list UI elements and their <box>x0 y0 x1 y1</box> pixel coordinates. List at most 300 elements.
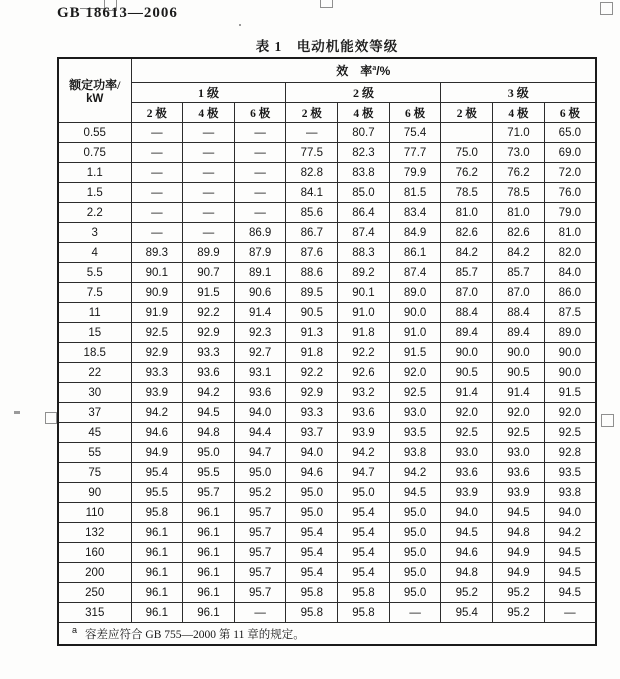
efficiency-cell: 94.5 <box>544 543 596 563</box>
efficiency-cell: 94.8 <box>493 523 545 543</box>
table-row <box>58 443 596 463</box>
efficiency-cell: — <box>183 123 235 143</box>
efficiency-cell: 93.0 <box>389 403 441 423</box>
efficiency-cell: — <box>131 203 183 223</box>
efficiency-cell: 92.0 <box>493 403 545 423</box>
table-row <box>58 583 596 603</box>
power-cell: 15 <box>58 323 131 343</box>
power-cell: 315 <box>58 603 131 623</box>
table-row <box>58 283 596 303</box>
power-cell: 250 <box>58 583 131 603</box>
efficiency-cell: 90.0 <box>544 363 596 383</box>
efficiency-cell: 94.9 <box>493 563 545 583</box>
efficiency-cell: 93.3 <box>286 403 338 423</box>
power-cell: 1.1 <box>58 163 131 183</box>
efficiency-cell: 94.6 <box>131 423 183 443</box>
efficiency-cell: — <box>131 223 183 243</box>
efficiency-cell: 94.5 <box>389 483 441 503</box>
table-row <box>58 303 596 323</box>
efficiency-cell: 95.7 <box>183 483 235 503</box>
efficiency-cell: 95.4 <box>338 563 390 583</box>
efficiency-cell: 91.9 <box>131 303 183 323</box>
efficiency-cell: 96.1 <box>183 523 235 543</box>
efficiency-cell: 88.3 <box>338 243 390 263</box>
power-cell: 3 <box>58 223 131 243</box>
efficiency-cell: 95.2 <box>441 583 493 603</box>
efficiency-cell: 82.6 <box>441 223 493 243</box>
efficiency-cell: 95.0 <box>389 503 441 523</box>
power-cell: 110 <box>58 503 131 523</box>
efficiency-cell: 96.1 <box>183 603 235 623</box>
power-cell: 0.55 <box>58 123 131 143</box>
efficiency-cell: 90.1 <box>338 283 390 303</box>
efficiency-cell: 92.5 <box>131 323 183 343</box>
efficiency-cell: 76.2 <box>493 163 545 183</box>
efficiency-cell: 84.1 <box>286 183 338 203</box>
efficiency-cell: 90.0 <box>389 303 441 323</box>
efficiency-cell: — <box>234 163 286 183</box>
table-row <box>58 163 596 183</box>
power-cell: 7.5 <box>58 283 131 303</box>
efficiency-cell: 95.2 <box>234 483 286 503</box>
efficiency-cell: 86.0 <box>544 283 596 303</box>
efficiency-cell: 91.8 <box>286 343 338 363</box>
efficiency-cell: 92.5 <box>441 423 493 443</box>
efficiency-cell: 86.1 <box>389 243 441 263</box>
efficiency-cell: 94.0 <box>441 503 493 523</box>
efficiency-cell: 88.6 <box>286 263 338 283</box>
grade-2-header: 2 级 <box>286 83 441 103</box>
efficiency-cell: 96.1 <box>131 563 183 583</box>
efficiency-cell: — <box>234 183 286 203</box>
efficiency-cell: 94.5 <box>183 403 235 423</box>
efficiency-cell: 82.0 <box>544 243 596 263</box>
efficiency-cell: 92.5 <box>493 423 545 443</box>
efficiency-cell: 90.9 <box>131 283 183 303</box>
efficiency-cell: 83.8 <box>338 163 390 183</box>
efficiency-cell: 94.2 <box>183 383 235 403</box>
efficiency-cell: — <box>183 163 235 183</box>
efficiency-cell: 95.0 <box>389 563 441 583</box>
efficiency-cell: 95.7 <box>234 523 286 543</box>
table-row <box>58 503 596 523</box>
efficiency-cell: 95.0 <box>234 463 286 483</box>
efficiency-cell: 87.9 <box>234 243 286 263</box>
efficiency-cell: 89.3 <box>131 243 183 263</box>
efficiency-cell: 85.7 <box>441 263 493 283</box>
power-cell: 30 <box>58 383 131 403</box>
efficiency-cell: 96.1 <box>131 543 183 563</box>
efficiency-cell: 94.2 <box>131 403 183 423</box>
pole-header: 2 极 <box>131 103 183 123</box>
efficiency-cell: — <box>389 603 441 623</box>
efficiency-cell: 79.9 <box>389 163 441 183</box>
efficiency-cell: 94.7 <box>234 443 286 463</box>
efficiency-cell: 90.0 <box>493 343 545 363</box>
efficiency-cell: — <box>544 603 596 623</box>
efficiency-cell: 91.0 <box>338 303 390 323</box>
pole-header: 2 极 <box>441 103 493 123</box>
efficiency-cell: 77.7 <box>389 143 441 163</box>
efficiency-cell: 90.5 <box>441 363 493 383</box>
efficiency-cell: 93.3 <box>131 363 183 383</box>
table-header <box>58 58 596 123</box>
efficiency-cell: 82.6 <box>493 223 545 243</box>
efficiency-cell: 95.4 <box>338 503 390 523</box>
efficiency-cell: — <box>183 143 235 163</box>
efficiency-cell: 95.4 <box>338 543 390 563</box>
efficiency-cell: 95.0 <box>183 443 235 463</box>
pole-header: 6 极 <box>234 103 286 123</box>
table-title: 表 1 电动机能效等级 <box>255 39 399 54</box>
efficiency-cell: 95.4 <box>131 463 183 483</box>
efficiency-cell: 93.5 <box>544 463 596 483</box>
table-row <box>58 403 596 423</box>
efficiency-cell: 95.8 <box>338 603 390 623</box>
efficiency-cell: 87.4 <box>338 223 390 243</box>
table-row <box>58 323 596 343</box>
efficiency-cell: 78.5 <box>441 183 493 203</box>
table-footnote <box>58 623 596 646</box>
efficiency-header-cell <box>131 58 596 83</box>
power-label-top: 额定功率/ <box>69 78 121 92</box>
efficiency-cell: 91.4 <box>234 303 286 323</box>
efficiency-cell: 89.1 <box>234 263 286 283</box>
efficiency-cell: 90.0 <box>544 343 596 363</box>
efficiency-cell: 94.5 <box>544 583 596 603</box>
efficiency-cell: 94.7 <box>338 463 390 483</box>
efficiency-label: 效 率 <box>336 64 373 78</box>
efficiency-cell: 93.8 <box>389 443 441 463</box>
efficiency-cell: 89.0 <box>389 283 441 303</box>
efficiency-cell: 90.5 <box>493 363 545 383</box>
efficiency-cell: 94.0 <box>544 503 596 523</box>
efficiency-cell: 87.0 <box>493 283 545 303</box>
table-row <box>58 423 596 443</box>
table-row <box>58 123 596 143</box>
efficiency-cell: 91.3 <box>286 323 338 343</box>
footnote-marker: a <box>72 625 78 636</box>
grade-3-header: 3 级 <box>441 83 596 103</box>
table-row <box>58 143 596 163</box>
efficiency-cell: 89.5 <box>286 283 338 303</box>
efficiency-cell: 91.4 <box>441 383 493 403</box>
efficiency-cell: 95.8 <box>286 603 338 623</box>
efficiency-cell: 95.4 <box>338 523 390 543</box>
efficiency-cell: 76.2 <box>441 163 493 183</box>
efficiency-cell: 85.6 <box>286 203 338 223</box>
power-cell: 37 <box>58 403 131 423</box>
efficiency-cell: 94.8 <box>441 563 493 583</box>
power-cell: 75 <box>58 463 131 483</box>
efficiency-cell: 93.6 <box>183 363 235 383</box>
efficiency-cell: 93.5 <box>389 423 441 443</box>
efficiency-cell: 85.0 <box>338 183 390 203</box>
efficiency-cell: 95.4 <box>441 603 493 623</box>
efficiency-cell: 90.5 <box>286 303 338 323</box>
table-row <box>58 523 596 543</box>
efficiency-cell: 92.6 <box>338 363 390 383</box>
efficiency-cell: 95.8 <box>286 583 338 603</box>
efficiency-cell: 93.0 <box>441 443 493 463</box>
efficiency-cell: 91.5 <box>389 343 441 363</box>
efficiency-cell: 94.5 <box>493 503 545 523</box>
table-row <box>58 483 596 503</box>
efficiency-cell: 92.5 <box>544 423 596 443</box>
table-row <box>58 263 596 283</box>
efficiency-cell: — <box>234 603 286 623</box>
efficiency-cell: 95.0 <box>389 523 441 543</box>
efficiency-cell: 92.7 <box>234 343 286 363</box>
power-cell: 1.5 <box>58 183 131 203</box>
efficiency-cell: 93.9 <box>493 483 545 503</box>
power-cell: 200 <box>58 563 131 583</box>
power-cell: 132 <box>58 523 131 543</box>
power-cell: 45 <box>58 423 131 443</box>
efficiency-cell: 95.4 <box>286 523 338 543</box>
efficiency-cell: 91.4 <box>493 383 545 403</box>
efficiency-cell: — <box>131 143 183 163</box>
efficiency-cell: 92.0 <box>544 403 596 423</box>
table-row <box>58 203 596 223</box>
power-cell: 18.5 <box>58 343 131 363</box>
efficiency-cell: — <box>131 163 183 183</box>
table-row <box>58 223 596 243</box>
efficiency-cell: 95.7 <box>234 503 286 523</box>
efficiency-cell: — <box>131 183 183 203</box>
power-cell: 5.5 <box>58 263 131 283</box>
efficiency-cell: 95.7 <box>234 543 286 563</box>
efficiency-cell: 95.5 <box>183 463 235 483</box>
efficiency-cell: 92.5 <box>389 383 441 403</box>
power-header-cell <box>58 58 131 123</box>
efficiency-cell: 93.6 <box>493 463 545 483</box>
efficiency-cell: 94.2 <box>338 443 390 463</box>
efficiency-cell: 94.5 <box>544 563 596 583</box>
efficiency-cell: 95.0 <box>286 503 338 523</box>
pole-header: 6 极 <box>544 103 596 123</box>
efficiency-cell: 86.4 <box>338 203 390 223</box>
efficiency-cell: 94.8 <box>183 423 235 443</box>
power-cell: 22 <box>58 363 131 383</box>
efficiency-cell: 85.7 <box>493 263 545 283</box>
efficiency-cell: 94.6 <box>286 463 338 483</box>
efficiency-cell: 91.0 <box>389 323 441 343</box>
efficiency-cell: — <box>131 123 183 143</box>
efficiency-cell: 78.5 <box>493 183 545 203</box>
efficiency-cell: 94.6 <box>441 543 493 563</box>
efficiency-cell: 89.2 <box>338 263 390 283</box>
registration-mark <box>601 414 614 427</box>
table-row <box>58 463 596 483</box>
registration-mark <box>320 0 333 8</box>
table-row <box>58 183 596 203</box>
efficiency-cell: 90.7 <box>183 263 235 283</box>
efficiency-cell: 92.2 <box>183 303 235 323</box>
efficiency-cell: 93.9 <box>441 483 493 503</box>
efficiency-cell <box>441 123 493 143</box>
efficiency-cell: 82.8 <box>286 163 338 183</box>
efficiency-cell: 93.8 <box>544 483 596 503</box>
efficiency-cell: — <box>286 123 338 143</box>
efficiency-cell: 87.5 <box>544 303 596 323</box>
efficiency-cell: 87.6 <box>286 243 338 263</box>
table-row <box>58 243 596 263</box>
efficiency-cell: 65.0 <box>544 123 596 143</box>
efficiency-cell: 92.9 <box>183 323 235 343</box>
efficiency-cell: 92.8 <box>544 443 596 463</box>
efficiency-cell: 90.0 <box>441 343 493 363</box>
efficiency-cell: 88.4 <box>441 303 493 323</box>
efficiency-cell: 96.1 <box>183 563 235 583</box>
efficiency-footnote-ref: a <box>372 63 377 72</box>
efficiency-cell: 94.2 <box>544 523 596 543</box>
pole-header: 4 极 <box>493 103 545 123</box>
efficiency-cell: 94.0 <box>286 443 338 463</box>
efficiency-cell: 83.4 <box>389 203 441 223</box>
efficiency-cell: 92.3 <box>234 323 286 343</box>
efficiency-cell: 88.4 <box>493 303 545 323</box>
efficiency-cell: 79.0 <box>544 203 596 223</box>
table-row <box>58 543 596 563</box>
pole-header: 2 极 <box>286 103 338 123</box>
efficiency-cell: 96.1 <box>183 503 235 523</box>
power-cell: 55 <box>58 443 131 463</box>
efficiency-cell: 96.1 <box>131 583 183 603</box>
power-cell: 0.75 <box>58 143 131 163</box>
efficiency-cell: 94.5 <box>441 523 493 543</box>
efficiency-cell: 93.9 <box>338 423 390 443</box>
registration-mark <box>600 2 613 15</box>
table-row <box>58 603 596 623</box>
efficiency-cell: — <box>234 203 286 223</box>
efficiency-cell: 92.2 <box>286 363 338 383</box>
efficiency-cell: — <box>183 183 235 203</box>
efficiency-cell: 93.6 <box>234 383 286 403</box>
efficiency-cell: — <box>234 143 286 163</box>
efficiency-cell: 81.0 <box>544 223 596 243</box>
efficiency-cell: 95.0 <box>389 543 441 563</box>
efficiency-cell: 86.7 <box>286 223 338 243</box>
efficiency-cell: 92.9 <box>131 343 183 363</box>
table-row <box>58 563 596 583</box>
efficiency-cell: 93.6 <box>441 463 493 483</box>
efficiency-cell: 93.1 <box>234 363 286 383</box>
efficiency-cell: 84.0 <box>544 263 596 283</box>
table-body <box>58 123 596 623</box>
efficiency-cell: 94.9 <box>131 443 183 463</box>
efficiency-cell: 84.2 <box>493 243 545 263</box>
efficiency-cell: 95.0 <box>338 483 390 503</box>
efficiency-cell: 95.4 <box>286 543 338 563</box>
efficiency-cell: 92.2 <box>338 343 390 363</box>
efficiency-cell: 75.4 <box>389 123 441 143</box>
power-label-bottom: kW <box>86 93 104 105</box>
efficiency-cell: 94.9 <box>493 543 545 563</box>
doc-number: GB 18613—2006 <box>57 5 178 21</box>
efficiency-cell: 95.7 <box>234 583 286 603</box>
power-cell: 2.2 <box>58 203 131 223</box>
efficiency-cell: 69.0 <box>544 143 596 163</box>
efficiency-cell: 81.5 <box>389 183 441 203</box>
efficiency-cell: 96.1 <box>131 523 183 543</box>
efficiency-cell: 93.7 <box>286 423 338 443</box>
efficiency-cell: 82.3 <box>338 143 390 163</box>
efficiency-cell: 96.1 <box>183 543 235 563</box>
efficiency-cell: 95.0 <box>286 483 338 503</box>
efficiency-cell: 89.4 <box>493 323 545 343</box>
efficiency-cell: 89.9 <box>183 243 235 263</box>
efficiency-cell: 93.6 <box>338 403 390 423</box>
efficiency-cell: 76.0 <box>544 183 596 203</box>
efficiency-cell: 84.2 <box>441 243 493 263</box>
efficiency-cell: 73.0 <box>493 143 545 163</box>
table-row <box>58 383 596 403</box>
efficiency-cell: 71.0 <box>493 123 545 143</box>
registration-mark <box>45 412 57 424</box>
pole-header: 4 极 <box>338 103 390 123</box>
efficiency-cell: 92.0 <box>441 403 493 423</box>
efficiency-cell: 81.0 <box>493 203 545 223</box>
table-row <box>58 343 596 363</box>
efficiency-cell: 92.0 <box>389 363 441 383</box>
scan-speck <box>14 411 20 414</box>
efficiency-cell: 91.5 <box>544 383 596 403</box>
power-cell: 11 <box>58 303 131 323</box>
efficiency-cell: — <box>234 123 286 143</box>
efficiency-cell: 96.1 <box>131 603 183 623</box>
efficiency-cell: 91.8 <box>338 323 390 343</box>
efficiency-cell: 93.0 <box>493 443 545 463</box>
efficiency-cell: 95.7 <box>234 563 286 583</box>
efficiency-cell: 93.2 <box>338 383 390 403</box>
grade-1-header: 1 级 <box>131 83 286 103</box>
efficiency-cell: 94.2 <box>389 463 441 483</box>
footnote-text: 容差应符合 GB 755—2000 第 11 章的规定。 <box>85 628 305 641</box>
efficiency-cell: 95.2 <box>493 603 545 623</box>
power-cell: 90 <box>58 483 131 503</box>
scan-speck <box>239 24 241 26</box>
efficiency-cell: 80.7 <box>338 123 390 143</box>
efficiency-cell: 92.9 <box>286 383 338 403</box>
efficiency-cell: 95.8 <box>131 503 183 523</box>
efficiency-cell: 95.0 <box>389 583 441 603</box>
efficiency-cell: — <box>183 203 235 223</box>
efficiency-cell: 93.9 <box>131 383 183 403</box>
efficiency-cell: 75.0 <box>441 143 493 163</box>
efficiency-cell: 87.4 <box>389 263 441 283</box>
efficiency-cell: 95.5 <box>131 483 183 503</box>
pole-header: 4 极 <box>183 103 235 123</box>
efficiency-cell: 86.9 <box>234 223 286 243</box>
efficiency-cell: 94.4 <box>234 423 286 443</box>
efficiency-unit: /% <box>376 64 391 78</box>
pole-header: 6 极 <box>389 103 441 123</box>
efficiency-cell: 91.5 <box>183 283 235 303</box>
efficiency-cell: 72.0 <box>544 163 596 183</box>
efficiency-cell: 89.4 <box>441 323 493 343</box>
efficiency-cell: 95.2 <box>493 583 545 603</box>
efficiency-cell: 77.5 <box>286 143 338 163</box>
efficiency-cell: 95.4 <box>286 563 338 583</box>
efficiency-cell: 93.3 <box>183 343 235 363</box>
efficiency-cell: — <box>183 223 235 243</box>
efficiency-cell: 90.6 <box>234 283 286 303</box>
efficiency-cell: 87.0 <box>441 283 493 303</box>
table-row <box>58 363 596 383</box>
efficiency-table <box>57 57 597 646</box>
power-cell: 160 <box>58 543 131 563</box>
